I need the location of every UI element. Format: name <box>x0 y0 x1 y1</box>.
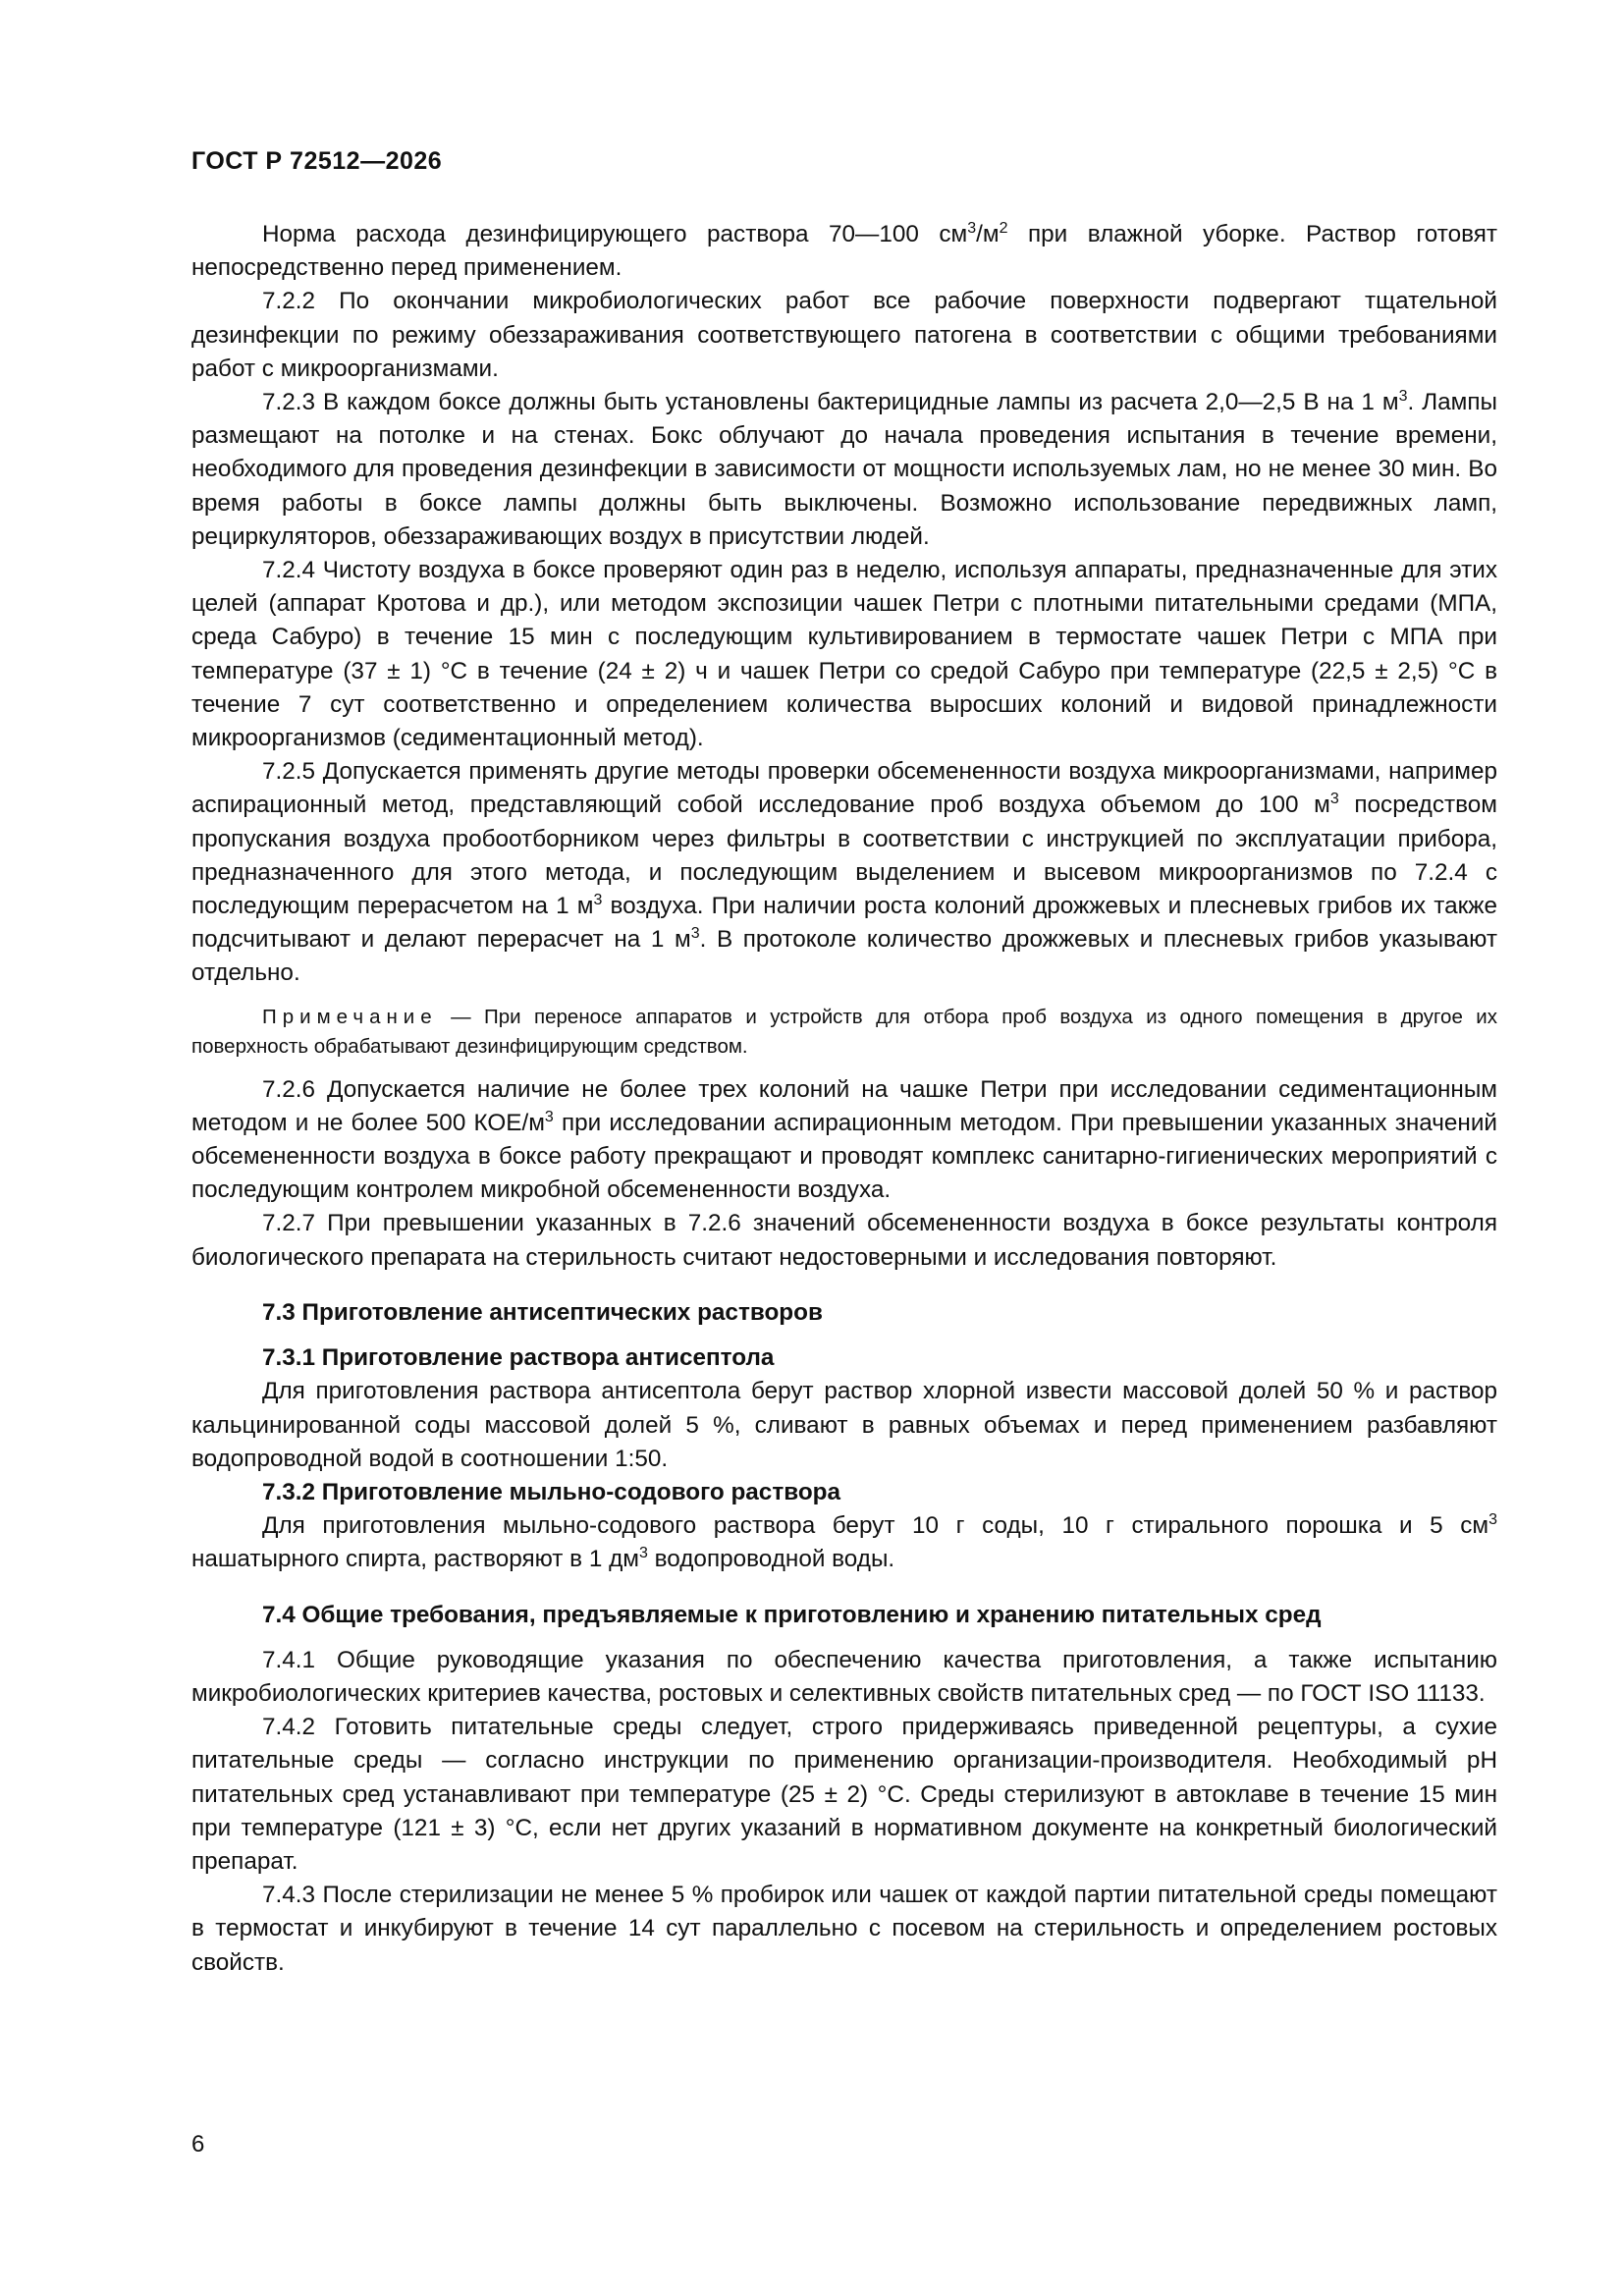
document-body <box>191 218 1497 1980</box>
heading-7-4: 7.4 Общие требования, предъявляемые к приготовлению и хранению питательных сред <box>262 1601 1322 1628</box>
paragraph-7-4-3: 7.4.3 После стерилизации не менее 5 % пробирок или чашек от каждой партии питательной среды помещают в термостат и инкубируют в течение 14 сут параллельно с посевом на стерильность и определением ростовых свойств. <box>191 1882 1497 1976</box>
note-label: Примечание <box>262 1005 438 1028</box>
paragraph-7-2-2: 7.2.2 По окончании микробиологических работ все рабочие поверхности подвергают тщательной дезинфекции по режиму обеззараживания соответствующего патогена в соответствии с общими требованиями работ с микроорганизмами. <box>191 288 1497 382</box>
paragraph-7-2-5: 7.2.5 Допускается применять другие методы проверки обсемененности воздуха микроорганизмами, например аспирационный метод, представляющий собой исследование проб воздуха объемом до 100 $м^3$ посредством пропускания воздуха пробоотборником через фильтры в соответствии с инструкцией по эксплуатации прибора, предназначенного для этого метода, и последующим выделением и высевом микроорганизмов по 7.2.4 с последующим перерасчетом на 1 $м^3$ воздуха. При наличии роста колоний дрожжевых и плесневых грибов их также подсчитывают и делают перерасчет на 1 $м^3$. В протоколе количество дрожжевых и плесневых грибов указывают отдельно. <box>191 758 1497 987</box>
page-number: 6 <box>191 2131 205 2158</box>
paragraph-7-3-1: Для приготовления раствора антисептола берут раствор хлорной извести массовой долей 50 % и раствор кальцинированной соды массовой долей 5 %, сливают в равных объемах и перед применением разбавляют водопроводной водой в соотношении 1:50. <box>191 1378 1497 1472</box>
note <box>191 1003 1497 1062</box>
paragraph-7-2-6: 7.2.6 Допускается наличие не более трех колоний на чашке Петри при исследовании седиментационным методом и не более 500 КОЕ/$м^3$ при исследовании аспирационным методом. При превышении указанных значений обсемененности воздуха в боксе работу прекращают и проводят комплекс санитарно-гигиенических мероприятий с последующим контролем микробной обсемененности воздуха. <box>191 1075 1497 1204</box>
paragraph-7-4-1: 7.4.1 Общие руководящие указания по обеспечению качества приготовления, а также испытанию микробиологических критериев качества, ростовых и селективных свойств питательных сред — по ГОСТ ISO 11133. <box>191 1646 1497 1707</box>
paragraph-norm: Норма расхода дезинфицирующего раствора 70—100 $см^3/м^2$ при влажной уборке. Раствор готовят непосредственно перед применением. <box>191 219 1498 282</box>
heading-7-3-1: 7.3.1 Приготовление раствора антисептола <box>262 1344 775 1372</box>
paragraph-7-2-4: 7.2.4 Чистоту воздуха в боксе проверяют один раз в неделю, используя аппараты, предназначенные для этих целей (аппарат Кротова и др.), или методом экспозиции чашек Петри с плотными питательными средами (МПА, среда Сабуро) в течение 15 мин с последующим культивированием в термостате чашек Петри с МПА при температуре (37 ± 1) °С в течение (24 ± 2) ч и чашек Петри со средой Сабуро при температуре (22,5 ± 2,5) °С в течение 7 сут соответственно и определением количества выросших колоний и видовой принадлежности микроорганизмов (седиментационный метод). <box>191 557 1497 752</box>
note-text: — При переносе аппаратов и устройств для отбора проб воздуха из одного помещения в другое их поверхность обрабатывают дезинфицирующим средством. <box>191 1005 1497 1058</box>
heading-7-3-2: 7.3.2 Приготовление мыльно-содового раствора <box>262 1478 841 1505</box>
paragraph-7-2-3: 7.2.3 В каждом боксе должны быть установлены бактерицидные лампы из расчета 2,0—2,5 В на 1 $м^3$. Лампы размещают на потолке и на стенах. Бокс облучают до начала проведения испытания в течение времени, необходимого для проведения дезинфекции в зависимости от мощности используемых лам, но не менее 30 мин. Во время работы в боксе лампы должны быть выключены. Возможно использование передвижных ламп, рециркуляторов, обеззараживающих воздух в присутствии людей. <box>191 387 1497 550</box>
paragraph-7-4-2: 7.4.2 Готовить питательные среды следует, строго придерживаясь приведенной рецептуры, а сухие питательные среды — согласно инструкции по применению организации-производителя. Необходимый рН питательных сред устанавливают при температуре (25 ± 2) °С. Среды стерилизуют в автоклаве в течение 15 мин при температуре (121 ± 3) °С, если нет других указаний в нормативном документе на конкретный биологический препарат. <box>191 1714 1497 1875</box>
paragraph-7-3-2: Для приготовления мыльно-содового раствора берут 10 г соды, 10 г стирального порошка и 5 $см^3$ нашатырного спирта, растворяют в 1 $дм^3$ водопроводной воды. <box>191 1511 1497 1573</box>
paragraph-7-2-7: 7.2.7 При превышении указанных в 7.2.6 значений обсемененности воздуха в боксе результаты контроля биологического препарата на стерильность считают недостоверными и исследования повторяют. <box>191 1210 1497 1271</box>
standard-header: ГОСТ Р 72512—2026 <box>191 147 443 175</box>
heading-7-3: 7.3 Приготовление антисептических растворов <box>262 1298 823 1326</box>
